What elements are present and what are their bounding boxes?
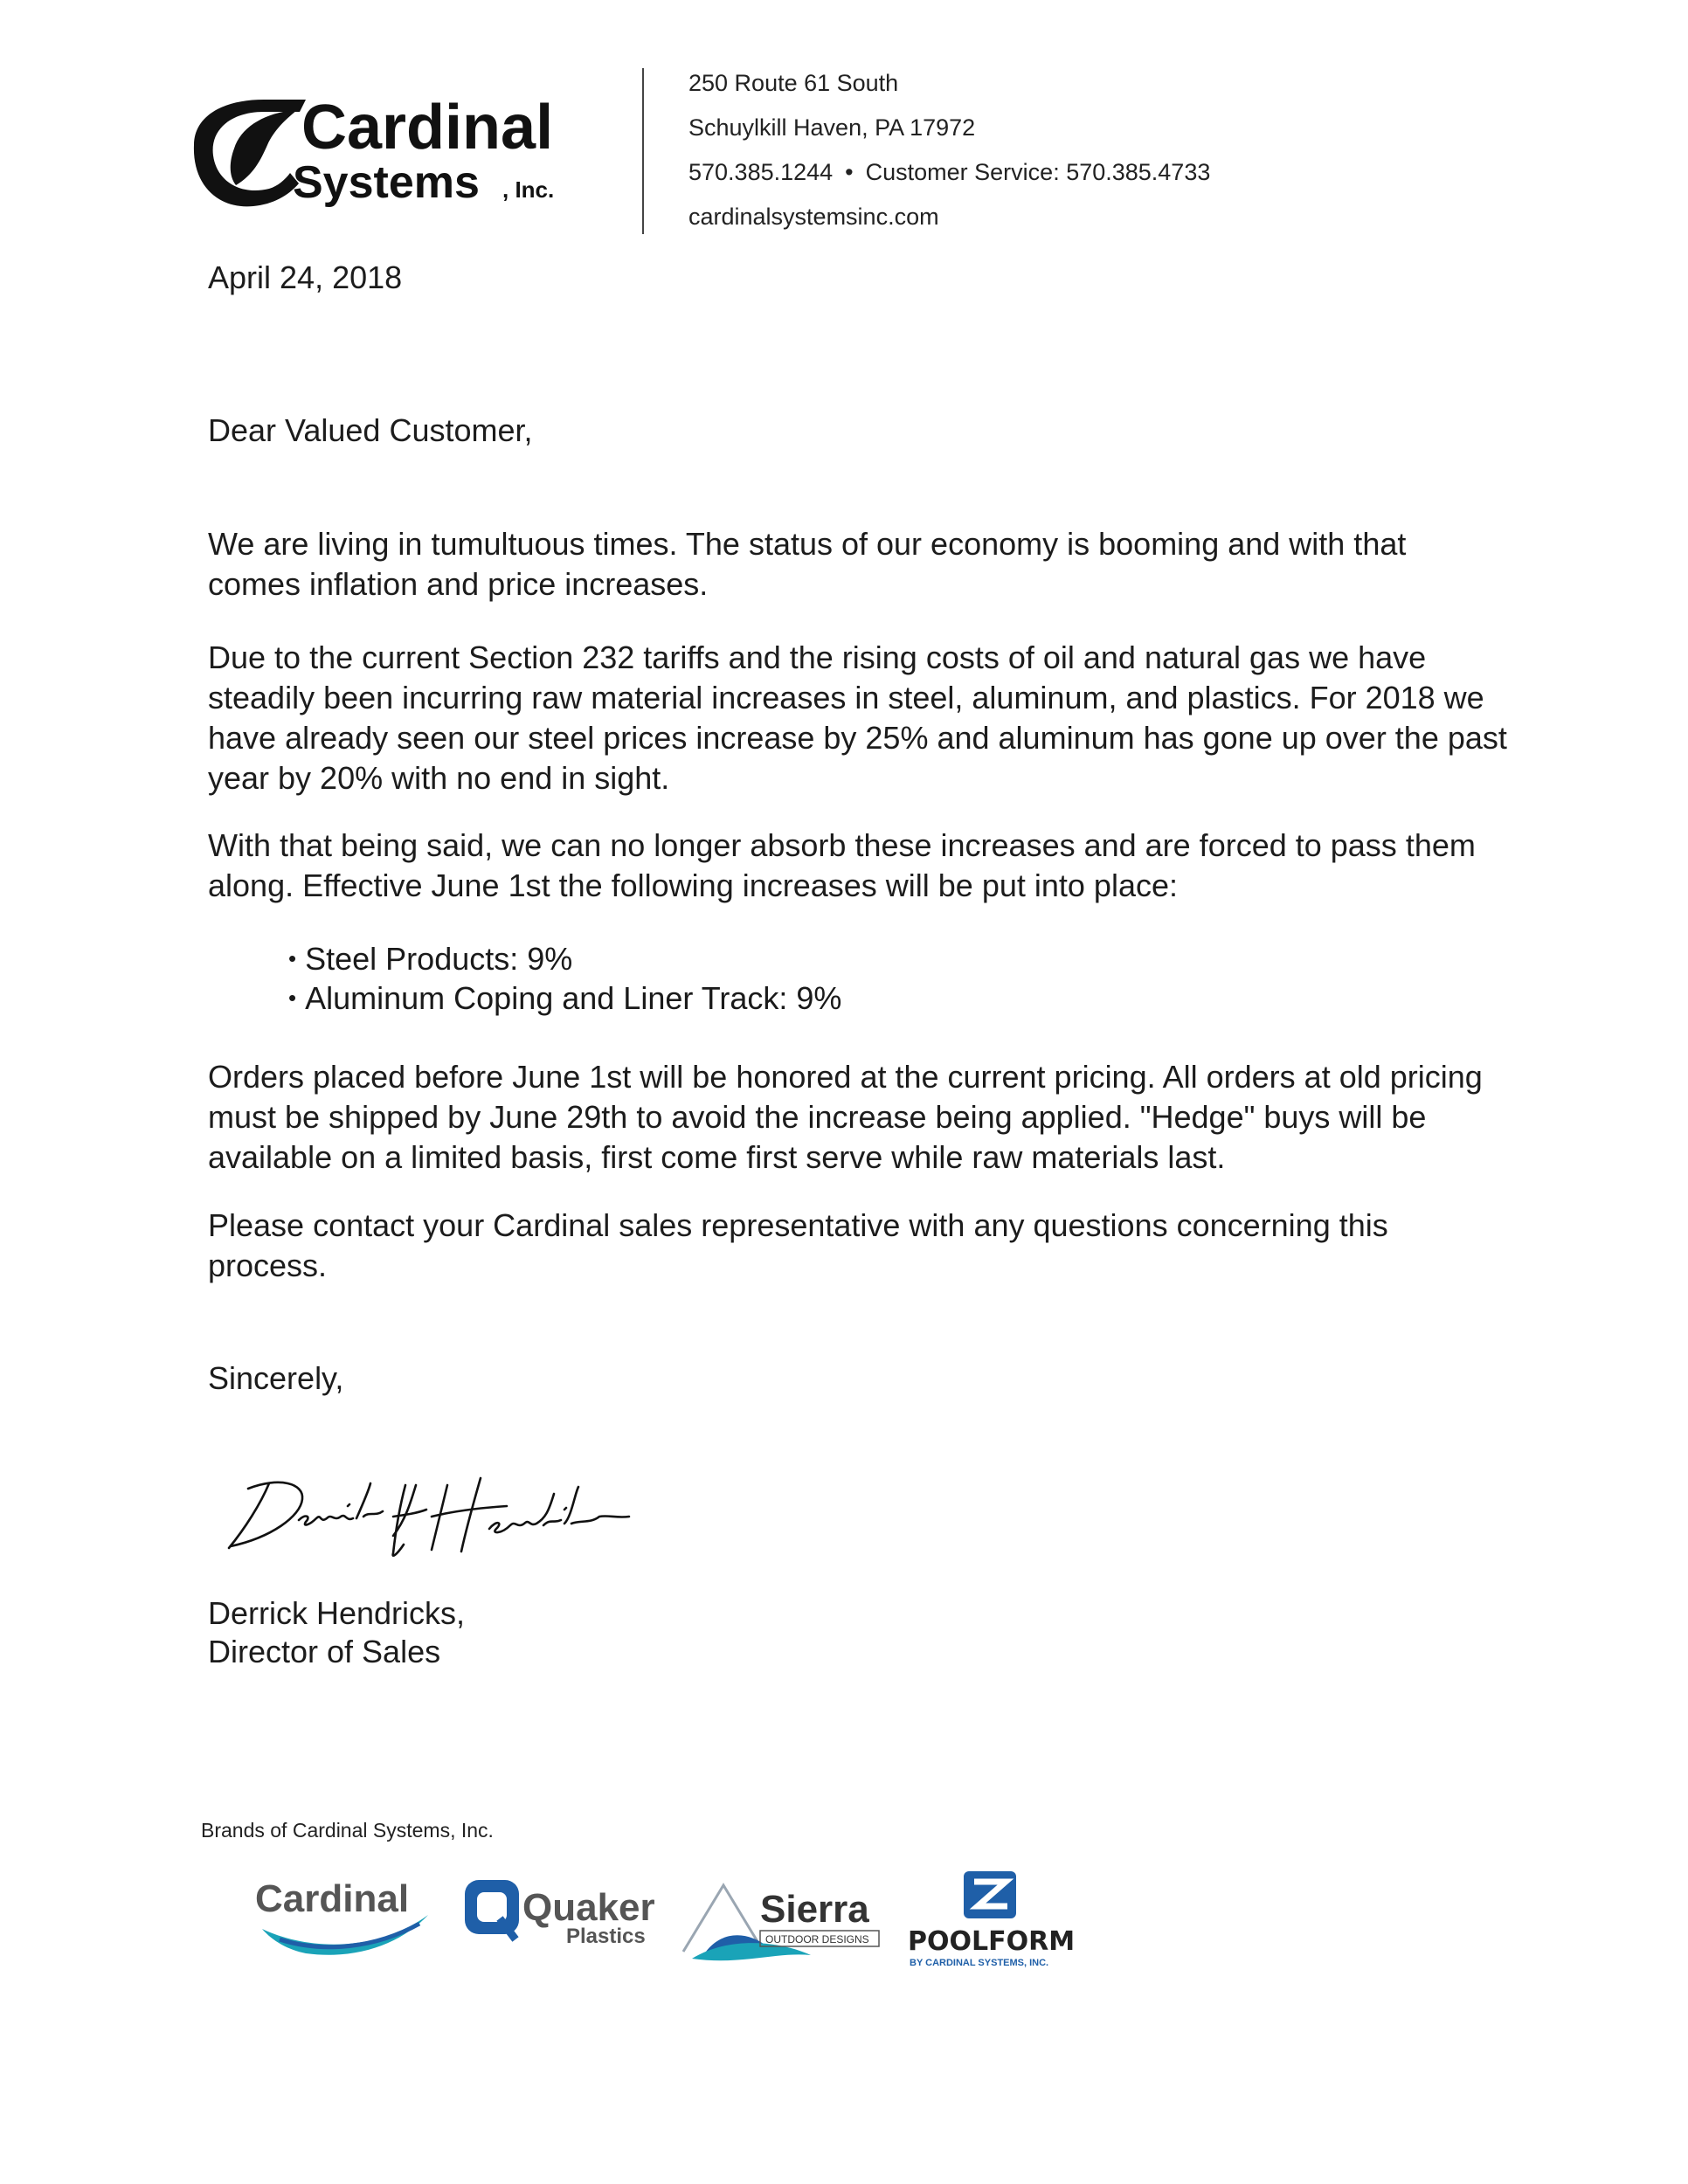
letterhead-address [688, 61, 1210, 239]
bullet-icon: • [288, 945, 297, 971]
brand-logo-cardinal [253, 1870, 441, 1966]
logo-inc-text: , Inc. [502, 176, 555, 203]
increase-list [288, 939, 841, 1018]
brand-quaker-text: Quaker [522, 1886, 655, 1929]
salutation: Dear Valued Customer, [208, 412, 533, 448]
customer-service-phone: Customer Service: 570.385.4733 [865, 159, 1211, 185]
brand-cardinal-text: Cardinal [255, 1877, 410, 1920]
list-item-text: Aluminum Coping and Liner Track: 9% [305, 980, 842, 1016]
brands-label: Brands of Cardinal Systems, Inc. [201, 1819, 494, 1842]
logo-systems-text: Systems [293, 157, 480, 208]
brand-poolform-sub: BY CARDINAL SYSTEMS, INC. [910, 1958, 1049, 1968]
brand-quaker-sub: Plastics [566, 1925, 646, 1948]
paragraph-contact: Please contact your Cardinal sales representative with any questions concerning this process. [208, 1207, 1388, 1283]
brand-logo-quaker [461, 1868, 675, 1964]
address-street: 250 Route 61 South [688, 70, 899, 96]
bullet-icon: • [288, 985, 297, 1011]
brand-logo-sierra [680, 1868, 889, 1973]
letter-date: April 24, 2018 [208, 259, 403, 295]
contact-phones [688, 150, 1210, 195]
logo-cardinal-text: Cardinal [301, 94, 554, 162]
signer-block [208, 1594, 1519, 1671]
wave-icon [262, 1915, 428, 1955]
cardinal-systems-logo [183, 94, 620, 225]
paragraph-effective: With that being said, we can no longer absorb these increases and are forced to pass them along. Effective June 1st the following increases will be put into place: [208, 827, 1476, 903]
website-link[interactable]: cardinalsystemsinc.com [688, 204, 939, 230]
brand-logo-poolform [904, 1870, 1079, 1974]
closing: Sincerely, [208, 1360, 344, 1396]
bullet-separator: • [845, 159, 854, 185]
brand-sierra-text: Sierra [760, 1888, 869, 1931]
signer-name: Derrick Hendricks, [208, 1595, 466, 1631]
brand-poolform-text: POOLFORM [908, 1926, 1076, 1957]
signature [218, 1468, 647, 1564]
address-city: Schuylkill Haven, PA 17972 [688, 114, 976, 141]
paragraph-orders: Orders placed before June 1st will be honored at the current pricing. All orders at old pricing must be shipped by June 29th to avoid the increase being applied. "Hedge" buys will be available on a limited basis, first come first serve while raw materials last. [208, 1059, 1483, 1175]
leaf-mark-icon [194, 100, 306, 206]
phone-number: 570.385.1244 [688, 159, 834, 185]
signer-title: Director of Sales [208, 1634, 441, 1669]
list-item [288, 939, 841, 978]
letterhead-divider [642, 68, 644, 234]
brand-sierra-sub: OUTDOOR DESIGNS [765, 1933, 869, 1946]
paragraph-intro: We are living in tumultuous times. The status of our economy is booming and with that comes inflation and price increases. [208, 526, 1407, 602]
paragraph-tariffs: Due to the current Section 232 tariffs and the rising costs of oil and natural gas we have steadily been incurring raw material increases in steel, aluminum, and plastics. For 2018 we have already seen our steel prices increase by 25% and aluminum has gone up over the past year by 20% with no end in sight. [208, 639, 1507, 796]
list-item-text: Steel Products: 9% [305, 941, 573, 977]
list-item [288, 978, 841, 1018]
